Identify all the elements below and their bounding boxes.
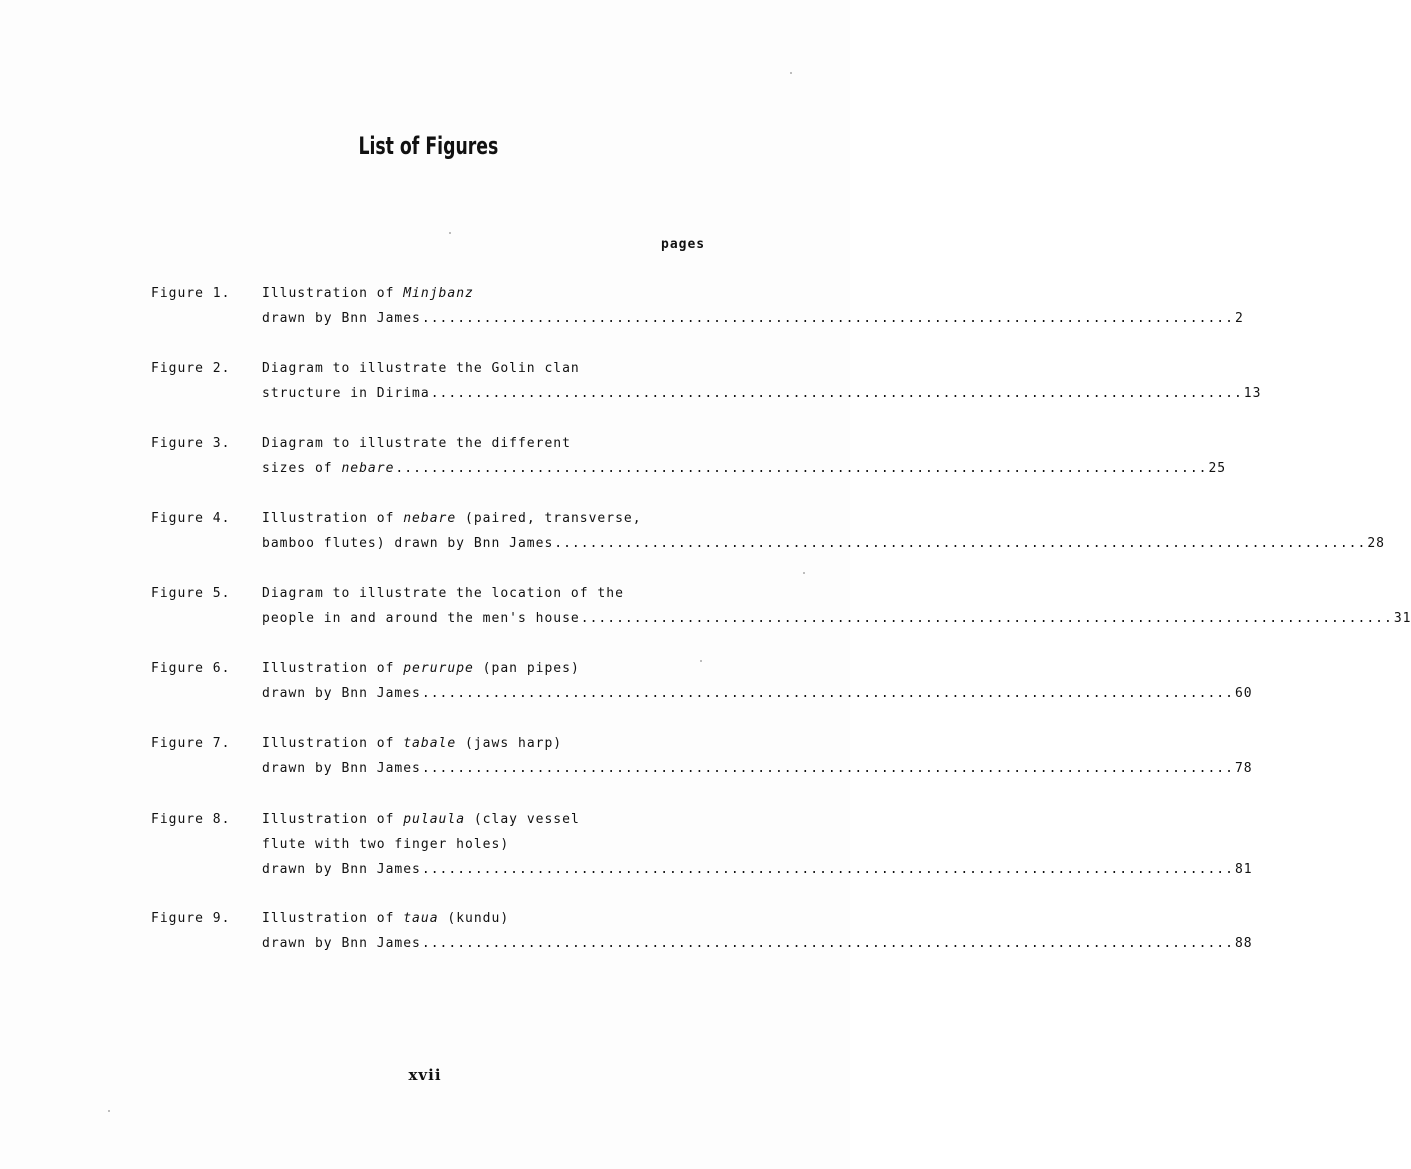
caption-line-with-page: drawn by Bnn James ............................................................................................ 88 [262,936,1253,951]
dot-leader: ............................................................................................ [421,862,1234,877]
figure-label: Figure 2. [151,361,231,376]
page-title: List of Figures [358,132,499,160]
page-reference: 13 [1243,386,1262,401]
dot-leader: ............................................................................................ [421,311,1234,326]
caption-line: Illustration of Minjbanz [262,286,474,301]
figure-label: Figure 8. [151,812,231,827]
italic-term: nebare [403,511,457,526]
scan-speck [790,72,792,74]
scan-speck [700,660,702,662]
page-reference: 25 [1208,461,1227,476]
caption-line: Diagram to illustrate the location of the [262,586,624,601]
scan-speck [108,1110,110,1112]
page-reference: 2 [1234,311,1244,326]
caption-line-with-page: people in and around the men's house ............................................................................................ 31 [262,611,1411,626]
figure-label: Figure 9. [151,911,231,926]
italic-term: tabale [403,736,457,751]
page-reference: 88 [1234,936,1253,951]
caption-line: Diagram to illustrate the different [262,436,571,451]
page-reference: 31 [1393,611,1411,626]
pages-column-heading: pages [661,237,706,252]
scan-speck [803,572,805,574]
dot-leader: ............................................................................................ [430,386,1243,401]
dot-leader: ............................................................................................ [395,461,1208,476]
caption-line: Illustration of taua (kundu) [262,911,510,926]
caption-line-with-page: drawn by Bnn James ............................................................................................ 81 [262,862,1253,877]
page-reference: 28 [1367,536,1385,551]
page-reference: 60 [1234,686,1253,701]
caption-line: Diagram to illustrate the Golin clan [262,361,580,376]
figure-label: Figure 5. [151,586,231,601]
caption-line-with-page: drawn by Bnn James ............................................................................................ 78 [262,761,1253,776]
caption-line: Illustration of nebare (paired, transverse, [262,511,642,526]
italic-term: perurupe [403,661,474,676]
scan-speck [449,232,451,234]
caption-line: Illustration of pulaula (clay vessel [262,812,580,827]
figure-label: Figure 4. [151,511,231,526]
caption-line-with-page: sizes of nebare ............................................................................................ 25 [262,461,1227,476]
italic-term: Minjbanz [403,286,474,301]
italic-term: pulaula [403,812,466,827]
italic-term: nebare [341,461,395,476]
caption-line-with-page: drawn by Bnn James ............................................................................................ 60 [262,686,1253,701]
figure-label: Figure 7. [151,736,231,751]
caption-line-with-page: bamboo flutes) drawn by Bnn James ............................................................................................ 28 [262,536,1385,551]
page-number: xvii [408,1066,442,1084]
page-reference: 81 [1234,862,1253,877]
figure-label: Figure 3. [151,436,231,451]
caption-line: Illustration of perurupe (pan pipes) [262,661,580,676]
dot-leader: ............................................................................................ [421,686,1234,701]
figure-label: Figure 6. [151,661,231,676]
page-reference: 78 [1234,761,1253,776]
caption-line-with-page: drawn by Bnn James ............................................................................................ 2 [262,311,1244,326]
italic-term: taua [403,911,439,926]
dot-leader: ............................................................................................ [421,936,1234,951]
dot-leader: ............................................................................................ [421,761,1234,776]
dot-leader: ............................................................................................ [554,536,1367,551]
dot-leader: ............................................................................................ [580,611,1393,626]
caption-line-with-page: structure in Dirima ............................................................................................ 13 [262,386,1262,401]
caption-line: flute with two finger holes) [262,837,510,852]
figure-label: Figure 1. [151,286,231,301]
caption-line: Illustration of tabale (jaws harp) [262,736,563,751]
